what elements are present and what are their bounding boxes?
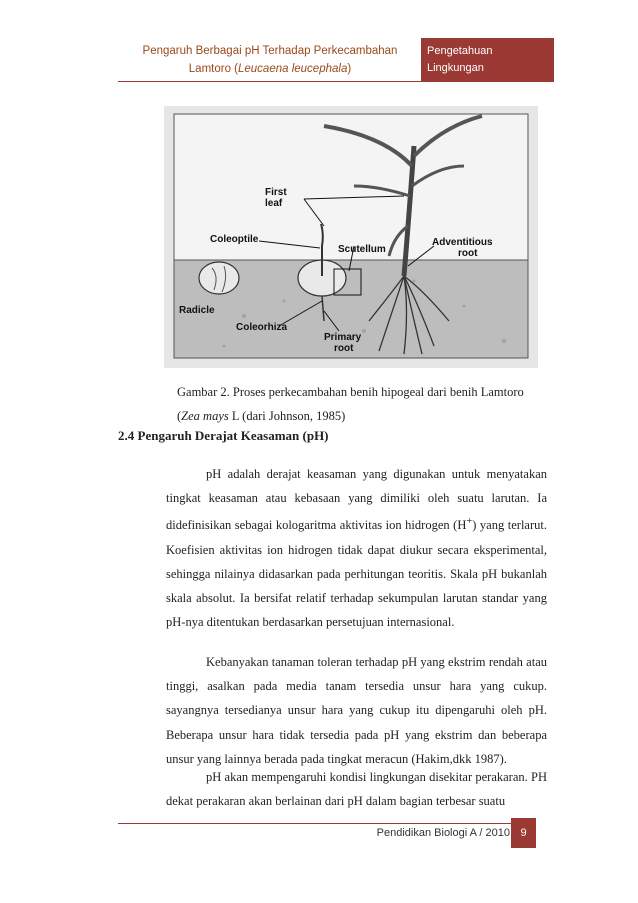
- germination-illustration: [164, 106, 538, 368]
- label-first-leaf-1: First: [265, 187, 287, 198]
- page-number: 9: [511, 818, 536, 848]
- label-coleoptile: Coleoptile: [210, 234, 259, 245]
- section-heading: 2.4 Pengaruh Derajat Keasaman (pH): [118, 428, 329, 443]
- label-radicle: Radicle: [179, 305, 215, 316]
- paragraph-ph-definition: pH adalah derajat keasaman yang digunakan untuk menyatakan tingkat keasaman atau kebasaan yang dimiliki oleh suatu larutan. Ia didefinisikan sebagai kologaritma aktivitas ion hidrogen (H+) yang terlarut. Koefisien aktivitas ion hidrogen tidak dapat diukur secara eksperimental, sehingga nilainya didasarkan pada perhitungan teoritis. Skala pH bukanlah skala absolut. Ia bersifat relatif terhadap sekumpulan larutan standar yang pH-nya ditentukan berdasarkan persetujuan internasional.: [166, 467, 547, 630]
- footer-text: Pendidikan Biologi A / 2010: [376, 827, 510, 839]
- header-title-line1: Pengaruh Berbagai pH Terhadap Perkecambahan: [142, 45, 398, 57]
- germination-figure: [164, 106, 538, 368]
- footer-rule: [118, 823, 511, 824]
- label-adventitious-1: Adventitious: [432, 237, 493, 248]
- caption-species: Zea mays: [181, 409, 229, 423]
- paragraph-ph-roots: pH akan mempengaruhi kondisi lingkungan disekitar perakaran. PH dekat perakaran akan berlainan dari pH dalam bagian terbesar suatu: [166, 770, 547, 809]
- label-adventitious-2: root: [458, 248, 478, 259]
- label-coleorhiza: Coleorhiza: [236, 322, 288, 333]
- label-scutellum: Scutellum: [338, 244, 386, 255]
- header-badge-line2: Lingkungan: [427, 62, 484, 74]
- header-badge: [421, 38, 554, 82]
- label-first-leaf-2: leaf: [265, 198, 283, 209]
- caption-line1: Gambar 2. Proses perkecambahan benih hipogeal dari benih Lamtoro: [177, 385, 524, 399]
- species-name: Leucaena leucephala: [238, 63, 348, 75]
- header-title-line2: Lamtoro (Leucaena leucephala): [188, 63, 352, 75]
- header-rule: [118, 81, 421, 82]
- header-badge-line1: Pengetahuan: [427, 45, 493, 57]
- caption-line2: (Zea mays L (dari Johnson, 1985): [177, 409, 346, 423]
- paragraph-ph-tolerance: Kebanyakan tanaman toleran terhadap pH yang ekstrim rendah atau tinggi, asalkan pada media tanam tersedia unsur hara yang cukup. sayangnya tersedianya unsur hara yang cukup itu dipengaruhi oleh pH. Beberapa unsur hara tidak tersedia pada pH yang ekstrim dan beberapa unsur yang lainnya berada pada tingkat meracun (Hakim,dkk 1987).: [166, 655, 547, 766]
- label-primary-root-2: root: [334, 343, 354, 354]
- running-header-title: [120, 42, 420, 78]
- superscript-plus: +: [466, 516, 473, 528]
- figure-caption: [177, 380, 547, 428]
- label-primary-root-1: Primary: [324, 332, 362, 343]
